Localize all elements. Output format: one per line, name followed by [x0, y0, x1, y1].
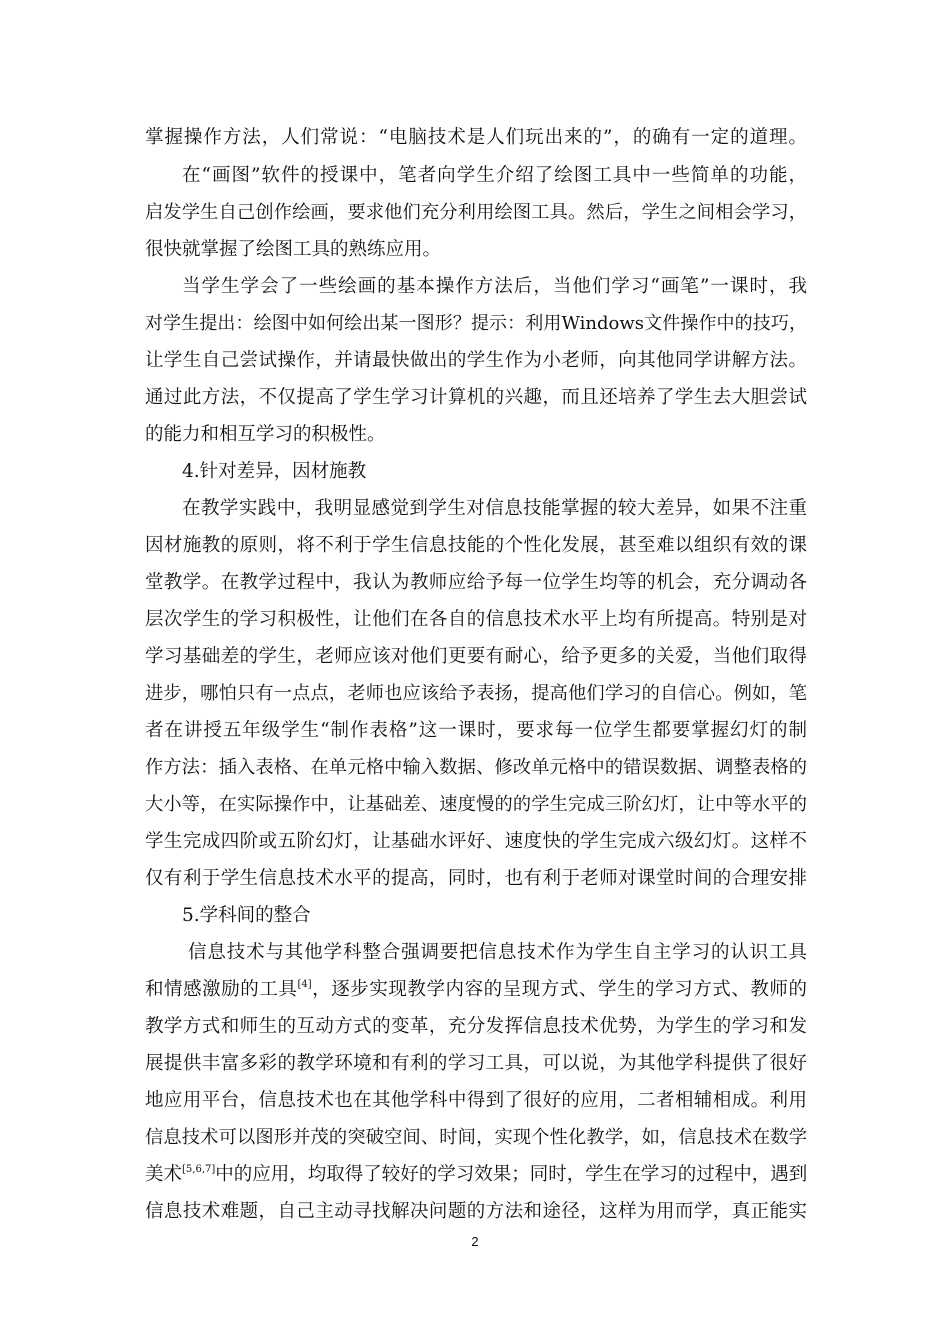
paragraph-line: 信息技术与其他学科整合强调要把信息技术作为学生自主学习的认识工具 [188, 942, 807, 963]
citation-reference: [4] [297, 979, 312, 990]
page-number: 2 [471, 1234, 479, 1249]
line-text: 和情感激励的工具 [145, 979, 298, 1000]
paragraph-line: 信息技术可以图形并茂的突破空间、时间，实现个性化教学，如，信息技术在数学 [145, 1127, 807, 1148]
paragraph-line: 者在讲授五年级学生“制作表格”这一课时，要求每一位学生都要掌握幻灯的制 [145, 720, 807, 741]
paragraph-line: 学习基础差的学生，老师应该对他们更要有耐心，给予更多的关爱，当他们取得 [145, 646, 807, 667]
section-heading: 4.针对差异，因材施教 [182, 461, 367, 482]
paragraph-line: 教学方式和师生的互动方式的变革，充分发挥信息技术优势，为学生的学习和发 [145, 1016, 807, 1037]
paragraph-line: 让学生自己尝试操作，并请最快做出的学生作为小老师，向其他同学讲解方法。 [145, 350, 807, 371]
paragraph-line: 学生完成四阶或五阶幻灯，让基础水评好、速度快的学生完成六级幻灯。这样不 [145, 831, 807, 852]
paragraph-line: 展提供丰富多彩的教学环境和有利的学习工具，可以说，为其他学科提供了很好 [145, 1053, 807, 1074]
line-text: 美术 [145, 1164, 183, 1185]
paragraph-line: 对学生提出：绘图中如何绘出某一图形？提示：利用Windows文件操作中的技巧， [145, 313, 807, 334]
paragraph-line: 在“画图”软件的授课中，笔者向学生介绍了绘图工具中一些简单的功能， [182, 165, 807, 186]
paragraph-line [145, 978, 807, 1002]
paragraph-line: 作方法：插入表格、在单元格中输入数据、修改单元格中的错误数据、调整表格的 [145, 757, 807, 778]
paragraph-line: 仅有利于学生信息技术水平的提高，同时，也有利于老师对课堂时间的合理安排 [145, 868, 807, 889]
paragraph-line: 的能力和相互学习的积极性。 [145, 424, 386, 445]
citation-reference: [5,6,7] [182, 1164, 216, 1175]
line-text: 中的应用，均取得了较好的学习效果；同时，学生在学习的过程中，遇到 [215, 1164, 807, 1185]
paragraph-line: 掌握操作方法，人们常说：“电脑技术是人们玩出来的”，的确有一定的道理。 [145, 127, 807, 148]
paragraph-line: 通过此方法，不仅提高了学生学习计算机的兴趣，而且还培养了学生去大胆尝试 [145, 387, 807, 408]
paragraph-line: 信息技术难题，自己主动寻找解决问题的方法和途径，这样为用而学，真正能实 [145, 1201, 807, 1222]
paragraph-line [145, 1163, 807, 1187]
section-heading: 5.学科间的整合 [182, 905, 311, 926]
line-text: ，逐步实现教学内容的呈现方式、学生的学习方式、教师的 [311, 979, 807, 1000]
paragraph-line: 进步，哪怕只有一点点，老师也应该给予表扬，提高他们学习的自信心。例如，笔 [145, 683, 807, 704]
paragraph-line: 大小等，在实际操作中，让基础差、速度慢的的学生完成三阶幻灯，让中等水平的 [145, 794, 807, 815]
paragraph-line: 很快就掌握了绘图工具的熟练应用。 [145, 239, 442, 260]
paragraph-line: 堂教学。在教学过程中，我认为教师应给予每一位学生均等的机会，充分调动各 [145, 572, 807, 593]
paragraph-line: 地应用平台，信息技术也在其他学科中得到了很好的应用，二者相辅相成。利用 [145, 1090, 807, 1111]
paragraph-line: 启发学生自己创作绘画，要求他们充分利用绘图工具。然后，学生之间相会学习， [145, 202, 807, 223]
paragraph-line: 当学生学会了一些绘画的基本操作方法后，当他们学习“画笔”一课时，我 [182, 276, 807, 297]
paragraph-line: 因材施教的原则，将不利于学生信息技能的个性化发展，甚至难以组织有效的课 [145, 535, 807, 556]
paragraph-line: 在教学实践中，我明显感觉到学生对信息技能掌握的较大差异，如果不注重 [182, 498, 807, 519]
paragraph-line: 层次学生的学习积极性，让他们在各自的信息技术水平上均有所提高。特别是对 [145, 609, 807, 630]
